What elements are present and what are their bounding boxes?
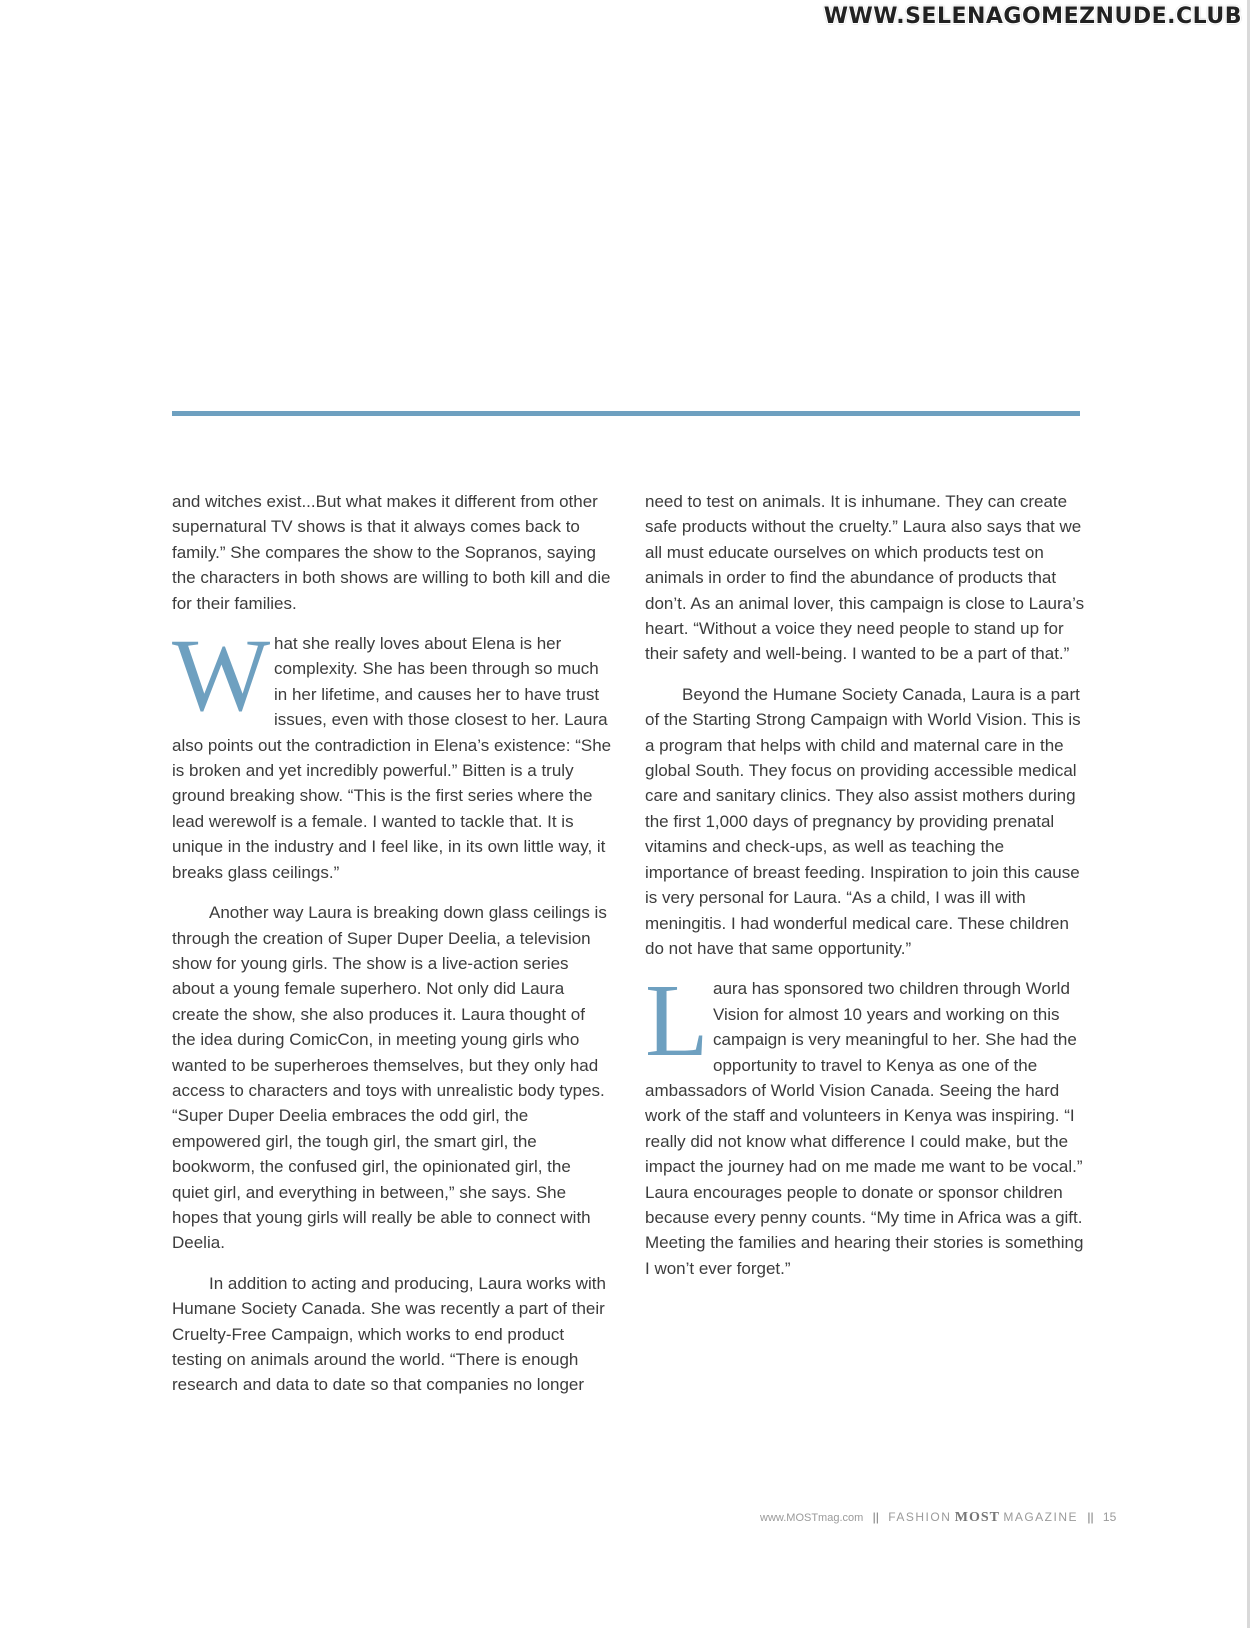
paragraph-text: hat she really loves about Elena is her complexity. She has been through so much in her lifetime, and causes her to have trust issues, even with those closest to her. Laura also points out the contradiction in Elena’s existence: “She is broken and yet incredibly powerful.” Bitten is a truly ground breaking show. “This is the first series where the lead werewolf is a female. I wanted to tackle that. It is unique in the industry and I feel like, in its own little way, it breaks glass ceilings.”: [172, 634, 612, 882]
drop-cap: L: [645, 963, 709, 1079]
paragraph: Beyond the Humane Society Canada, Laura is a part of the Starting Strong Campaign with World Vision. This is a program that helps with child and maternal care in the global South. They focus on providing accessible medical care and sanitary clinics. They also assist mothers during the first 1,000 days of pregnancy by providing prenatal vitamins and check-ups, as well as teaching the importance of breast feeding. Inspiration to join this cause is very personal for Laura. “As a child, I was ill with meningitis. I had wonderful medical care. These children do not have that same opportunity.”: [645, 684, 1081, 958]
paragraph-with-dropcap: [645, 963, 1085, 1281]
footer-separator: ||: [872, 1510, 879, 1524]
footer-separator: ||: [1087, 1510, 1094, 1524]
article-column-left: [172, 489, 612, 1398]
paragraph: and witches exist...But what makes it different from other supernatural TV shows is that it always comes back to family.” She compares the show to the Sopranos, saying the characters in both shows are willing to both kill and die for their families.: [172, 492, 611, 613]
site-watermark: WWW.SELENAGOMEZNUDE.CLUB: [823, 4, 1242, 29]
footer-fashion: FASHION: [888, 1510, 952, 1524]
paragraph-with-dropcap: [172, 618, 612, 885]
page-number: 15: [1102, 1510, 1117, 1524]
section-divider: [172, 411, 1080, 416]
paragraph-text: aura has sponsored two children through World Vision for almost 10 years and working on this campaign is very meaningful to her. She had the opportunity to travel to Kenya as one of the ambassadors of World Vision Canada. Seeing the hard work of the staff and volunteers in Kenya was inspiring. “I really did not know what difference I could make, but the impact the journey had on me made me want to be vocal.” Laura encourages people to donate or sponsor children because every penny counts. “My time in Africa was a gift. Meeting the families and hearing their stories is something I won’t ever forget.”: [645, 979, 1084, 1278]
footer-site-link[interactable]: www.MOSTmag.com: [760, 1512, 864, 1524]
article-column-right: [645, 489, 1085, 1281]
footer-most: MOST: [954, 1510, 1000, 1525]
paragraph: Another way Laura is breaking down glass ceilings is through the creation of Super Duper Deelia, a television show for young girls. The show is a live-action series about a young female superhero. Not only did Laura create the show, she also produces it. Laura thought of the idea during ComicCon, in meeting young girls who wanted to be superheroes themselves, but they only had access to characters and toys with unrealistic body types. “Super Duper Deelia embraces the odd girl, the empowered girl, the tough girl, the smart girl, the bookworm, the confused girl, the opinionated girl, the quiet girl, and everything in between,” she says. She hopes that young girls will really be able to connect with Deelia.: [172, 903, 607, 1253]
drop-cap: W: [172, 618, 271, 734]
footer-magazine: MAGAZINE: [1003, 1510, 1078, 1524]
paragraph: need to test on animals. It is inhumane. They can create safe products without the cruelty.” Laura also says that we all must educate ourselves on which products test on animals in order to find the abundance of products that don’t. As an animal lover, this campaign is close to Laura’s heart. “Without a voice they need people to stand up for their safety and well-being. I wanted to be a part of that.”: [645, 492, 1085, 664]
paragraph: In addition to acting and producing, Laura works with Humane Society Canada. She was recently a part of their Cruelty-Free Campaign, which works to end product testing on animals around the world. “There is enough research and data to date so that companies no longer: [172, 1273, 606, 1395]
page-footer: [760, 1510, 1170, 1526]
